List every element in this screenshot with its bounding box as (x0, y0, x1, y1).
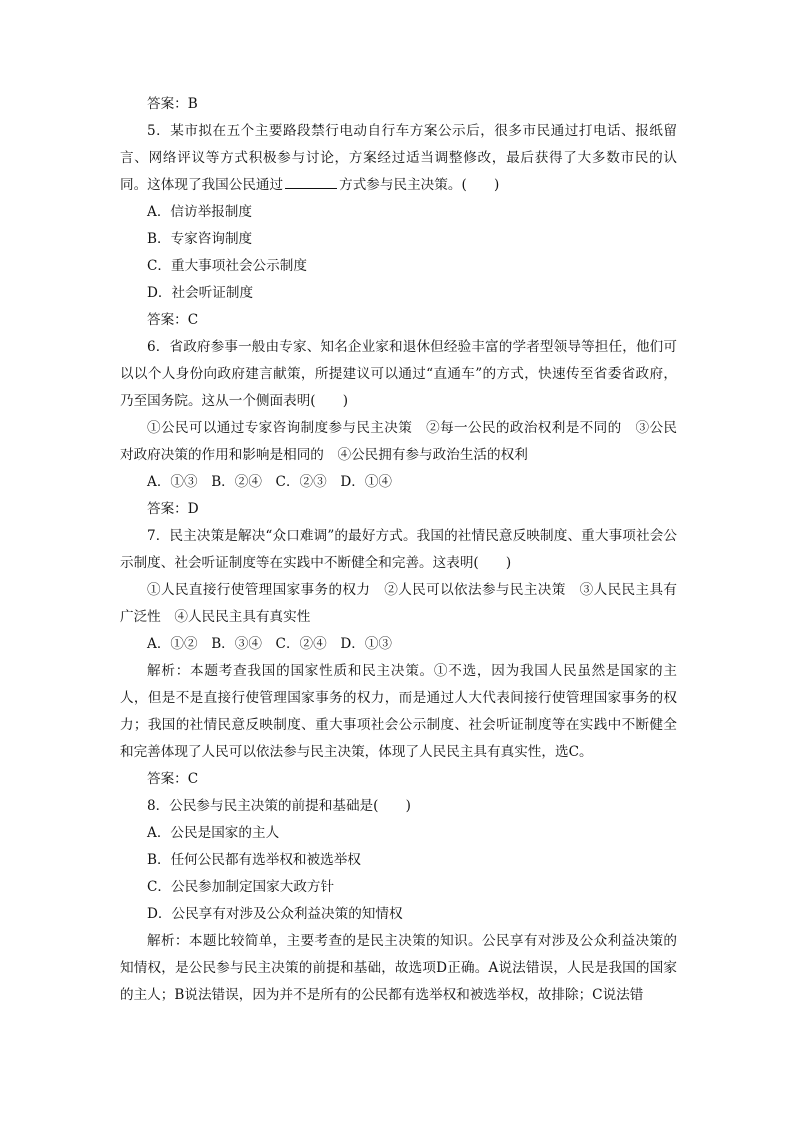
question-7-statements: ①人民直接行使管理国家事务的权力 ②人民可以依法参与民主决策 ③人民民主具有广泛性 ④人民民主具有真实性 (120, 582, 677, 625)
question-8-option-c: C．公民参加制定国家大政方针 (147, 879, 335, 895)
question-6-stem: 6．省政府参事一般由专家、知名企业家和退休但经验丰富的学者型领导等担任，他们可以以个人身份向政府建言献策，所提建议可以通过“直通车”的方式，快速传至省委省政府，乃至国务院。这从一个侧面表明( ) (120, 339, 677, 409)
question-8-option-a: A．公民是国家的主人 (147, 825, 280, 841)
question-7-answer: 答案：C (147, 771, 199, 787)
question-6-options: A．①③ B．②④ C．②③ D．①④ (147, 474, 393, 490)
question-5-option-b: B．专家咨询制度 (147, 231, 253, 247)
question-5-option-c: C．重大事项社会公示制度 (147, 258, 307, 274)
question-8-option-b: B．任何公民都有选举权和被选举权 (147, 852, 361, 868)
document-body (120, 91, 677, 1009)
answer-text: 答案：B (147, 96, 198, 112)
question-5-option-d: D．社会听证制度 (147, 285, 254, 301)
question-5-option-a: A．信访举报制度 (147, 204, 252, 220)
question-7-options: A．①② B．③④ C．②④ D．①③ (147, 636, 393, 652)
question-6-statements: ①公民可以通过专家咨询制度参与民主决策 ②每一公民的政治权利是不同的 ③公民对政府决策的作用和影响是相同的 ④公民拥有参与政治生活的权利 (120, 420, 677, 463)
question-5-stem-part1: 5．某市拟在五个主要路段禁行电动自行车方案公示后，很多市民通过打电话、报纸留言、网络评议等方式积极参与讨论，方案经过适当调整修改，最后获得了大多数市民的认同。这体现了我国公民通过 (120, 123, 677, 193)
question-5-stem-part2: 方式参与民主决策。( ) (339, 177, 500, 193)
question-6-answer: 答案：D (147, 501, 199, 517)
question-5-answer: 答案：C (147, 312, 199, 328)
question-7-stem: 7．民主决策是解决“众口难调”的最好方式。我国的社情民意反映制度、重大事项社会公示制度、社会听证制度等在实践中不断健全和完善。这表明( ) (120, 528, 677, 571)
question-8-analysis: 解析：本题比较简单，主要考查的是民主决策的知识。公民享有对涉及公众利益决策的知情权，是公民参与民主决策的前提和基础，故选项D正确。A说法错误，人民是我国的国家的主人；B说法错误，因为并不是所有的公民都有选举权和被选举权，故排除；C说法错 (120, 933, 677, 1003)
fill-blank (285, 174, 337, 189)
question-8-stem: 8．公民参与民主决策的前提和基础是( ) (147, 798, 411, 814)
question-5-stem (120, 118, 677, 199)
question-8-option-d: D．公民享有对涉及公众利益决策的知情权 (147, 906, 403, 922)
question-7-analysis: 解析：本题考查我国的国家性质和民主决策。①不选，因为我国人民虽然是国家的主人，但是不是直接行使管理国家事务的权力，而是通过人大代表间接行使管理国家事务的权力；我国的社情民意反映制度、重大事项社会公示制度、社会听证制度等在实践中不断健全和完善体现了人民可以依法参与民主决策，体现了人民民主具有真实性，选C。 (120, 663, 677, 760)
